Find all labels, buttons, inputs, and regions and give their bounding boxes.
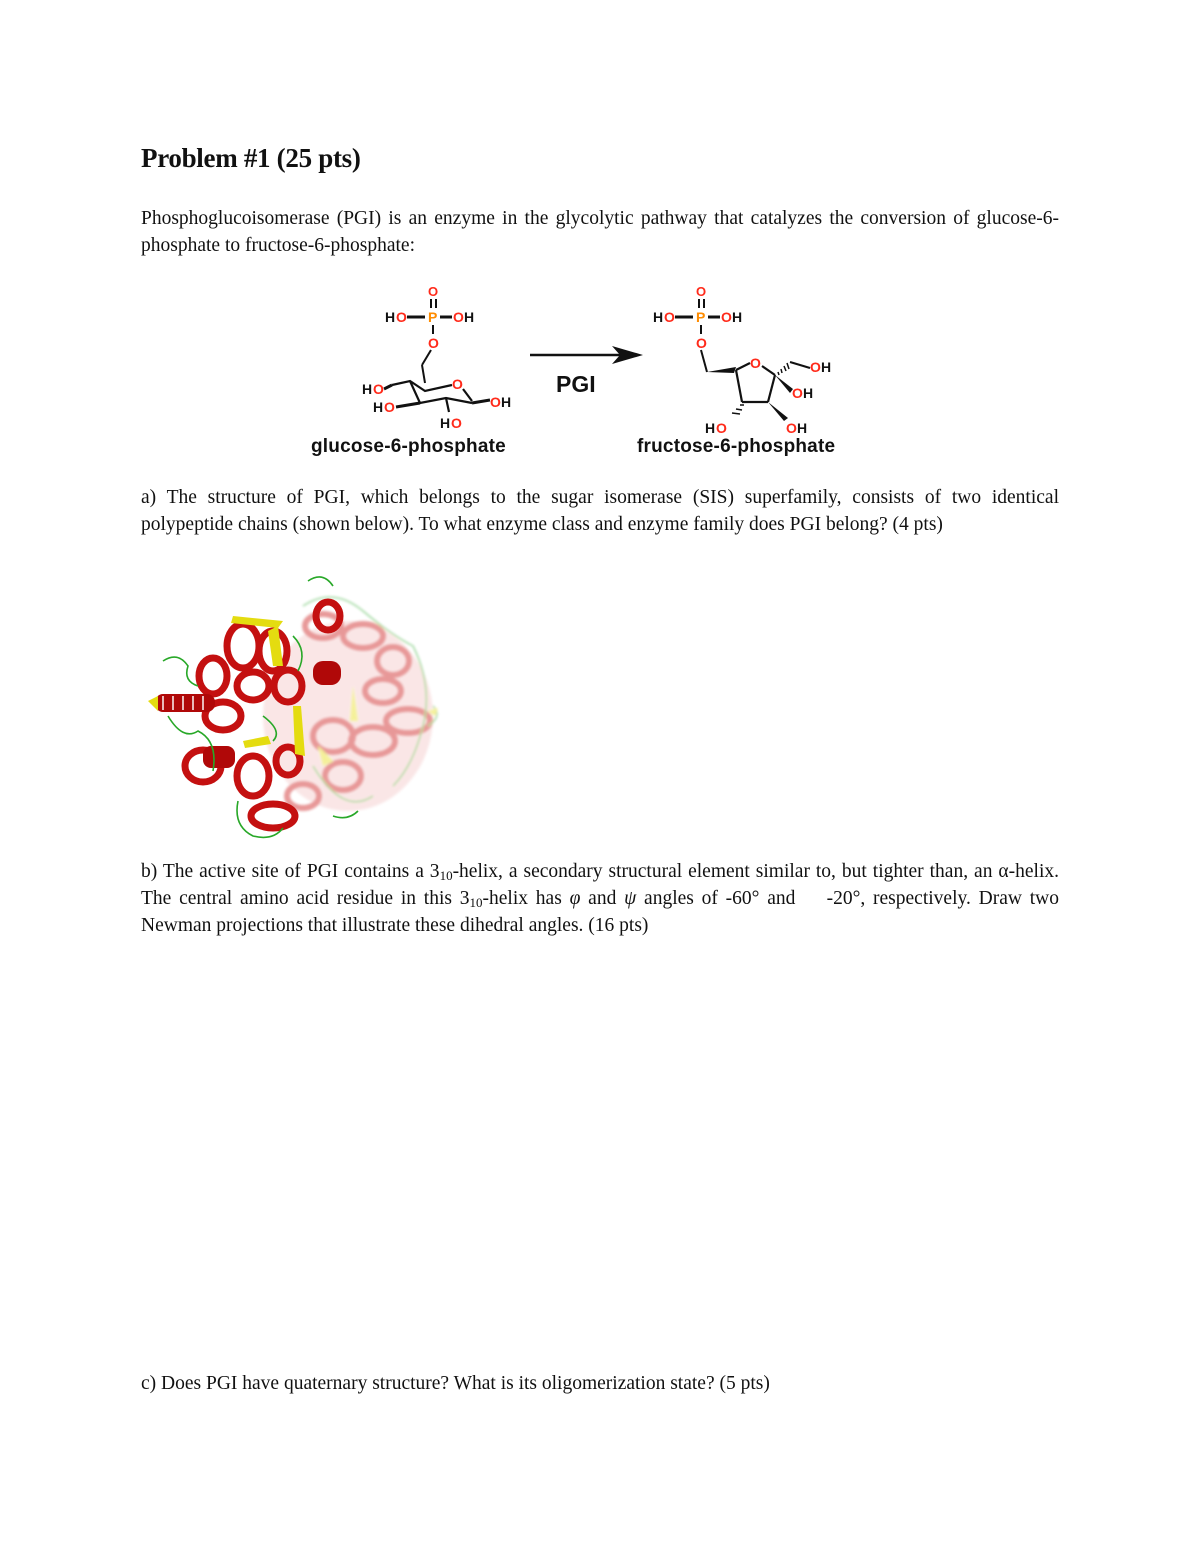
svg-text:O: O <box>451 415 462 431</box>
svg-text:P: P <box>696 309 706 325</box>
svg-text:O: O <box>792 385 803 401</box>
problem-title: Problem #1 (25 pts) <box>141 143 361 173</box>
svg-text:H: H <box>440 415 451 431</box>
svg-text:O: O <box>396 309 407 325</box>
reaction-arrow-icon <box>530 346 643 364</box>
svg-text:O: O <box>716 420 727 436</box>
alpha-symbol: α <box>998 861 1009 882</box>
svg-text:O: O <box>810 359 821 375</box>
svg-text:O: O <box>696 335 707 351</box>
svg-text:H: H <box>803 385 814 401</box>
svg-text:H: H <box>501 394 512 410</box>
intro-paragraph: Phosphoglucoisomerase (PGI) is an enzyme in the glycolytic pathway that catalyzes the conversion of glucose-6-phosphate to fructose-6-phosphate: <box>141 208 1059 256</box>
enzyme-label: PGI <box>556 371 596 397</box>
svg-text:O: O <box>664 309 675 325</box>
svg-text:O: O <box>721 309 732 325</box>
substrate-label: glucose-6-phosphate <box>311 436 506 457</box>
svg-text:O: O <box>452 376 463 392</box>
pgi-dimer-ribbon-icon <box>143 566 449 846</box>
svg-text:H: H <box>732 309 743 325</box>
product-label: fructose-6-phosphate <box>637 436 836 457</box>
svg-text:O: O <box>453 309 464 325</box>
svg-text:H: H <box>653 309 664 325</box>
svg-text:H: H <box>385 309 396 325</box>
reaction-diagram <box>340 280 900 440</box>
psi-symbol: ψ <box>624 888 637 909</box>
svg-text:P: P <box>428 309 438 325</box>
protein-structure-image <box>143 566 449 846</box>
svg-text:O: O <box>384 399 395 415</box>
svg-text:H: H <box>705 420 716 436</box>
svg-text:O: O <box>750 355 761 371</box>
subscript-10: 10 <box>469 895 483 910</box>
svg-text:H: H <box>373 399 384 415</box>
atom-o: O <box>428 284 439 299</box>
phi-symbol: φ <box>569 888 581 909</box>
svg-text:H: H <box>797 420 808 436</box>
reaction-scheme <box>340 280 900 440</box>
svg-text:O: O <box>373 381 384 397</box>
svg-text:H: H <box>821 359 832 375</box>
subscript-10: 10 <box>439 868 453 883</box>
part-c-question: c) Does PGI have quaternary structure? What is its oligomerization state? (5 pts) <box>141 1373 770 1394</box>
svg-text:H: H <box>362 381 373 397</box>
glucose-6-phosphate-structure <box>362 284 511 431</box>
svg-text:H: H <box>464 309 475 325</box>
svg-text:O: O <box>786 420 797 436</box>
svg-text:O: O <box>696 284 707 299</box>
svg-text:O: O <box>490 394 501 410</box>
part-a-question: a) The structure of PGI, which belongs to the sugar isomerase (SIS) superfamily, consists of two identical polypeptide chains (shown below). To what enzyme class and enzyme family does PGI belong? (4 pts) <box>141 487 1059 535</box>
svg-text:O: O <box>428 335 439 351</box>
fructose-6-phosphate-structure <box>653 284 831 436</box>
part-b-question: b) The active site of PGI contains a $3_{10}$-helix, a secondary structural element similar to, but tighter than, an α-helix. The central amino acid residue in this $3_{10}$-helix has φ and ψ angles of -60° and -20°, respectively. Draw two Newman projections that illustrate these dihedral angles. (16 pts) <box>141 861 1064 936</box>
